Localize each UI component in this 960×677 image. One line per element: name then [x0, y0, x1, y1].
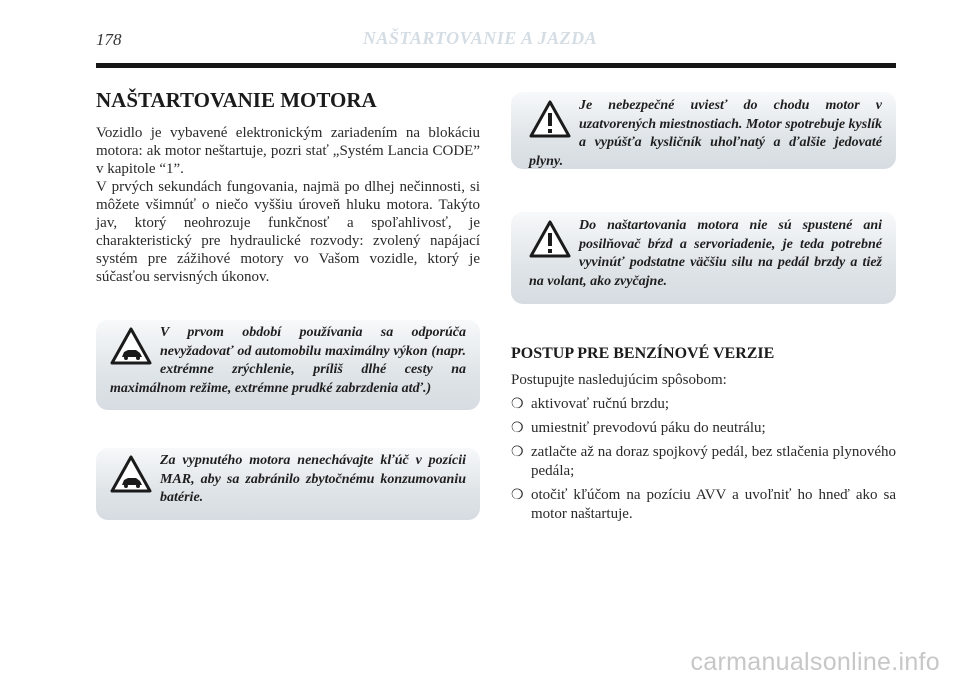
- watermark: carmanualsonline.info: [690, 648, 940, 676]
- steps-intro: Postupujte nasledujúcim spôsobom:: [511, 372, 727, 388]
- warning-triangle-icon: [529, 99, 571, 139]
- car-note-icon: [110, 326, 152, 366]
- paragraph: V prvých sekundách fungovania, najmä po dlhej nečinnosti, si môžete všimnúť o niečo vyššiu úroveň hluku motora. Takýto jav, ktorý neohrozuje funkčnosť a spoľahlivosť, je charakteristický pre hydraulické rozvody: zvolený napájací systém pre zážihové motory vo Vašom vozidle, ktorý je súčasťou servisných úkonov.: [96, 179, 480, 285]
- step-text: aktivovať ručnú brzdu;: [531, 396, 670, 412]
- car-note-icon: [110, 454, 152, 494]
- steps-list: [511, 395, 896, 529]
- section-title-petrol: POSTUP PRE BENZÍNOVÉ VERZIE: [511, 345, 775, 362]
- paragraph: Vozidlo je vybavené elektronickým zariadením na blokáciu motora: ak motor neštartuje, pozri stať „Systém Lancia CODE” v kapitole “1”.: [96, 125, 480, 177]
- list-item: [511, 419, 896, 438]
- circle-bullet-icon: ❍: [511, 397, 524, 412]
- note-text: Za vypnutého motora nenechávajte kľúč v pozícii MAR, aby sa zabránilo zbytočnému konzumovaniu batérie.: [160, 453, 466, 505]
- circle-bullet-icon: ❍: [511, 488, 524, 503]
- step-text: zatlačte až na doraz spojkový pedál, bez stlačenia plynového pedála;: [531, 444, 896, 479]
- section-title-engine-start: NAŠTARTOVANIE MOTORA: [96, 88, 377, 112]
- warning-text: Do naštartovania motora nie sú spustené ani posilňovač bŕzd a servoriadenie, je teda potrebné vyvinúť podstatne väčšiu silu na pedál brzdy a tiež na volant, ako zvyčajne.: [529, 218, 882, 289]
- page-number: 178: [96, 30, 122, 49]
- warning-triangle-icon: [529, 219, 571, 259]
- circle-bullet-icon: ❍: [511, 445, 524, 460]
- note-box: [96, 320, 480, 410]
- warning-box: [511, 212, 896, 304]
- list-item: [511, 395, 896, 414]
- step-text: otočiť kľúčom na pozíciu AVV a uvoľniť ho hneď ako sa motor naštartuje.: [531, 487, 896, 522]
- circle-bullet-icon: ❍: [511, 421, 524, 436]
- note-box: [96, 448, 480, 520]
- note-text: V prvom období používania sa odporúča nevyžadovať od automobilu maximálny výkon (napr. extrémne zrýchlenie, príliš dlhé cesty na maximálnom režime, extrémne prudké zabrzdenia atď.): [110, 325, 466, 396]
- list-item: [511, 443, 896, 481]
- header-rule: [96, 63, 896, 68]
- running-header-title: NAŠTARTOVANIE A JAZDA: [362, 28, 598, 48]
- step-text: umiestniť prevodovú páku do neutrálu;: [531, 420, 766, 436]
- warning-box: [511, 92, 896, 169]
- warning-text: Je nebezpečné uviesť do chodu motor v uzatvorených miestnostiach. Motor spotrebuje kyslík a vypúšťa kysličník uhoľnatý a ďalšie jedovaté plyny.: [529, 98, 882, 169]
- intro-text: [96, 124, 480, 286]
- list-item: [511, 486, 896, 524]
